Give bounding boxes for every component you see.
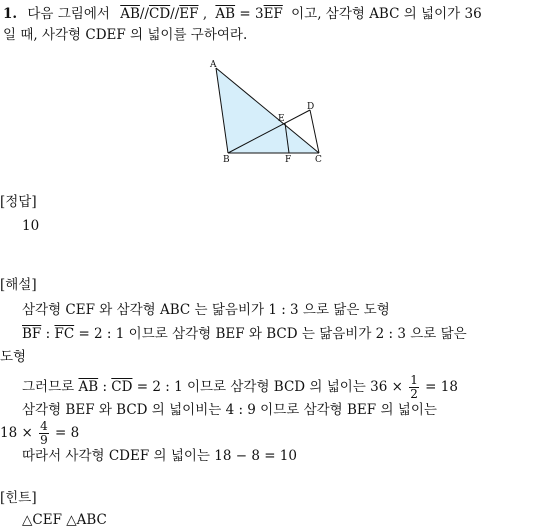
solution-line-3: 도형 xyxy=(0,349,27,365)
problem-line-2 xyxy=(3,26,247,44)
solution-text: = 2 : 1 이므로 삼각형 BEF 와 BCD 는 닮음비가 2 : 3 으로 닮은 xyxy=(78,326,467,342)
segment-cd: $\overline{CD}$ xyxy=(111,379,133,395)
solution-text: 그러므로 xyxy=(22,379,75,395)
solution-text: = 8 xyxy=(55,425,80,441)
label-d: D xyxy=(307,102,315,112)
solution-line-2 xyxy=(22,325,467,343)
segment-fc: $\overline{FC}$ xyxy=(54,326,75,342)
problem-number: 1. xyxy=(3,6,18,22)
fraction-four-ninths xyxy=(39,420,49,447)
comma: , xyxy=(202,6,208,22)
segment-ef: $\overline{EF}$ xyxy=(179,6,199,22)
label-c: C xyxy=(315,155,322,165)
segment-ab: $\overline{AB}$ xyxy=(78,379,99,395)
problem-text-end: 이고, 삼각형 ABC 의 넓이가 36 xyxy=(291,6,482,22)
segment-ab: $\overline{AB}$ xyxy=(120,6,140,22)
problem-text-line2: 일 때, 사각형 CDEF 의 넓이를 구하여라. xyxy=(3,27,248,43)
solution-heading: [해설] xyxy=(0,277,37,293)
solution-line-7: 따라서 사각형 CDEF 의 넓이는 18 − 8 = 10 xyxy=(22,448,297,464)
fraction-denominator: 2 xyxy=(410,387,418,401)
problem-line-1 xyxy=(3,5,482,23)
solution-text: = 18 xyxy=(425,379,458,395)
equals-three: = 3 xyxy=(239,6,264,22)
solution-line-1: 삼각형 CEF 와 삼각형 ABC 는 닮음비가 1 : 3 으로 닮은 도형 xyxy=(22,302,390,318)
label-f: F xyxy=(285,155,292,165)
hint-heading: [힌트] xyxy=(0,490,37,506)
fraction-one-half xyxy=(409,374,419,401)
ratio-colon: : xyxy=(45,326,51,342)
label-b: B xyxy=(223,155,230,165)
segment-bf: $\overline{BF}$ xyxy=(22,326,42,342)
solution-text: 18 × xyxy=(0,425,33,441)
solution-line-4 xyxy=(22,372,458,402)
problem-text-start: 다음 그림에서 xyxy=(27,6,110,22)
solution-line-6 xyxy=(0,418,79,448)
answer-value: 10 xyxy=(22,218,40,234)
segment-ab: $\overline{AB}$ xyxy=(215,6,236,22)
label-e: E xyxy=(278,114,285,124)
solution-line-5: 삼각형 BEF 와 BCD 의 넓이비는 4 : 9 이므로 삼각형 BEF 의 넓이는 xyxy=(22,402,437,418)
ratio-colon: : xyxy=(102,379,107,395)
fraction-numerator: 1 xyxy=(410,373,418,387)
hint-value: △CEF △ABC xyxy=(22,512,107,528)
fraction-denominator: 9 xyxy=(40,433,48,447)
answer-heading: [정답] xyxy=(0,194,37,210)
fraction-numerator: 4 xyxy=(40,419,48,433)
solution-text: = 2 : 1 이므로 삼각형 BCD 의 넓이는 36 × xyxy=(136,379,403,395)
segment-cd: $\overline{CD}$ xyxy=(149,6,171,22)
parallel-symbol: // xyxy=(139,6,150,22)
label-a: A xyxy=(210,60,217,70)
segment-ef: $\overline{EF}$ xyxy=(263,6,283,22)
geometry-figure xyxy=(200,55,340,167)
parallel-symbol: // xyxy=(170,6,180,22)
